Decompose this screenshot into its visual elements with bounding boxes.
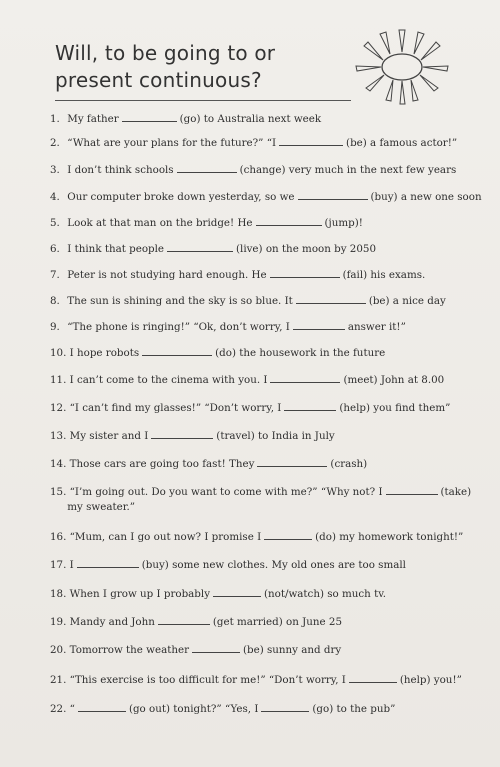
answer-blank[interactable]	[142, 354, 212, 356]
answer-blank[interactable]	[192, 651, 240, 653]
question-item: 13. My sister and I (travel) to India in July	[50, 430, 335, 442]
answer-blank[interactable]	[151, 437, 213, 439]
answer-blank[interactable]	[261, 710, 309, 712]
answer-blank[interactable]	[270, 276, 340, 278]
question-item: 7. Peter is not studying hard enough. He (fail) his exams.	[50, 269, 426, 281]
question-item: 22. “ (go out) tonight?” “Yes, I (go) to the pub”	[50, 703, 396, 715]
question-item: 18. When I grow up I probably (not/watch) so much tv.	[50, 588, 387, 600]
question-item: 19. Mandy and John (get married) on June 25	[50, 616, 342, 628]
question-item: 20. Tomorrow the weather (be) sunny and dry	[50, 644, 342, 656]
question-item: 17. I (buy) some new clothes. My old ones are too small	[50, 559, 406, 571]
answer-blank[interactable]	[256, 224, 322, 226]
sun-icon	[350, 22, 455, 107]
title-line-1: Will, to be going to or	[55, 41, 276, 65]
answer-blank[interactable]	[386, 493, 438, 495]
question-item: 6. I think that people (live) on the moon by 2050	[50, 243, 377, 255]
question-item: 21. “This exercise is too difficult for me!” “Don’t worry, I (help) you!”	[50, 674, 462, 686]
answer-blank[interactable]	[167, 250, 233, 252]
worksheet-title	[55, 40, 275, 94]
answer-blank[interactable]	[158, 623, 210, 625]
answer-blank[interactable]	[122, 120, 177, 122]
question-item: 4. Our computer broke down yesterday, so we (buy) a new one soon	[50, 191, 482, 203]
question-item: 2. “What are your plans for the future?” “I (be) a famous actor!”	[50, 137, 458, 149]
question-item: 12. “I can’t find my glasses!” “Don’t worry, I (help) you find them”	[50, 402, 451, 414]
question-item: 5. Look at that man on the bridge! He (jump)!	[50, 217, 363, 229]
title-line-2: present continuous?	[55, 68, 262, 92]
question-item: 16. “Mum, can I go out now? I promise I (do) my homework tonight!”	[50, 531, 464, 543]
question-item: 14. Those cars are going too fast! They (crash)	[50, 458, 368, 470]
question-item: 1. My father (go) to Australia next week	[50, 113, 322, 125]
answer-blank[interactable]	[349, 681, 397, 683]
answer-blank[interactable]	[296, 302, 366, 304]
answer-blank[interactable]	[264, 538, 312, 540]
answer-blank[interactable]	[298, 198, 368, 200]
answer-blank[interactable]	[77, 566, 139, 568]
question-item: 3. I don’t think schools (change) very much in the next few years	[50, 164, 457, 176]
answer-blank[interactable]	[78, 710, 126, 712]
answer-blank[interactable]	[284, 409, 336, 411]
question-item: 10. I hope robots (do) the housework in the future	[50, 347, 386, 359]
answer-blank[interactable]	[257, 465, 327, 467]
question-item: 11. I can’t come to the cinema with you. I (meet) John at 8.00	[50, 374, 445, 386]
title-underline	[55, 100, 351, 101]
answer-blank[interactable]	[270, 381, 340, 383]
question-item: 9. “The phone is ringing!” “Ok, don’t worry, I answer it!”	[50, 321, 406, 333]
question-item: 15. “I’m going out. Do you want to come with me?” “Why not? I (take) my sweater.”	[50, 486, 472, 513]
answer-blank[interactable]	[279, 144, 343, 146]
answer-blank[interactable]	[293, 328, 345, 330]
question-item: 8. The sun is shining and the sky is so blue. It (be) a nice day	[50, 295, 446, 307]
answer-blank[interactable]	[177, 171, 237, 173]
answer-blank[interactable]	[213, 595, 261, 597]
